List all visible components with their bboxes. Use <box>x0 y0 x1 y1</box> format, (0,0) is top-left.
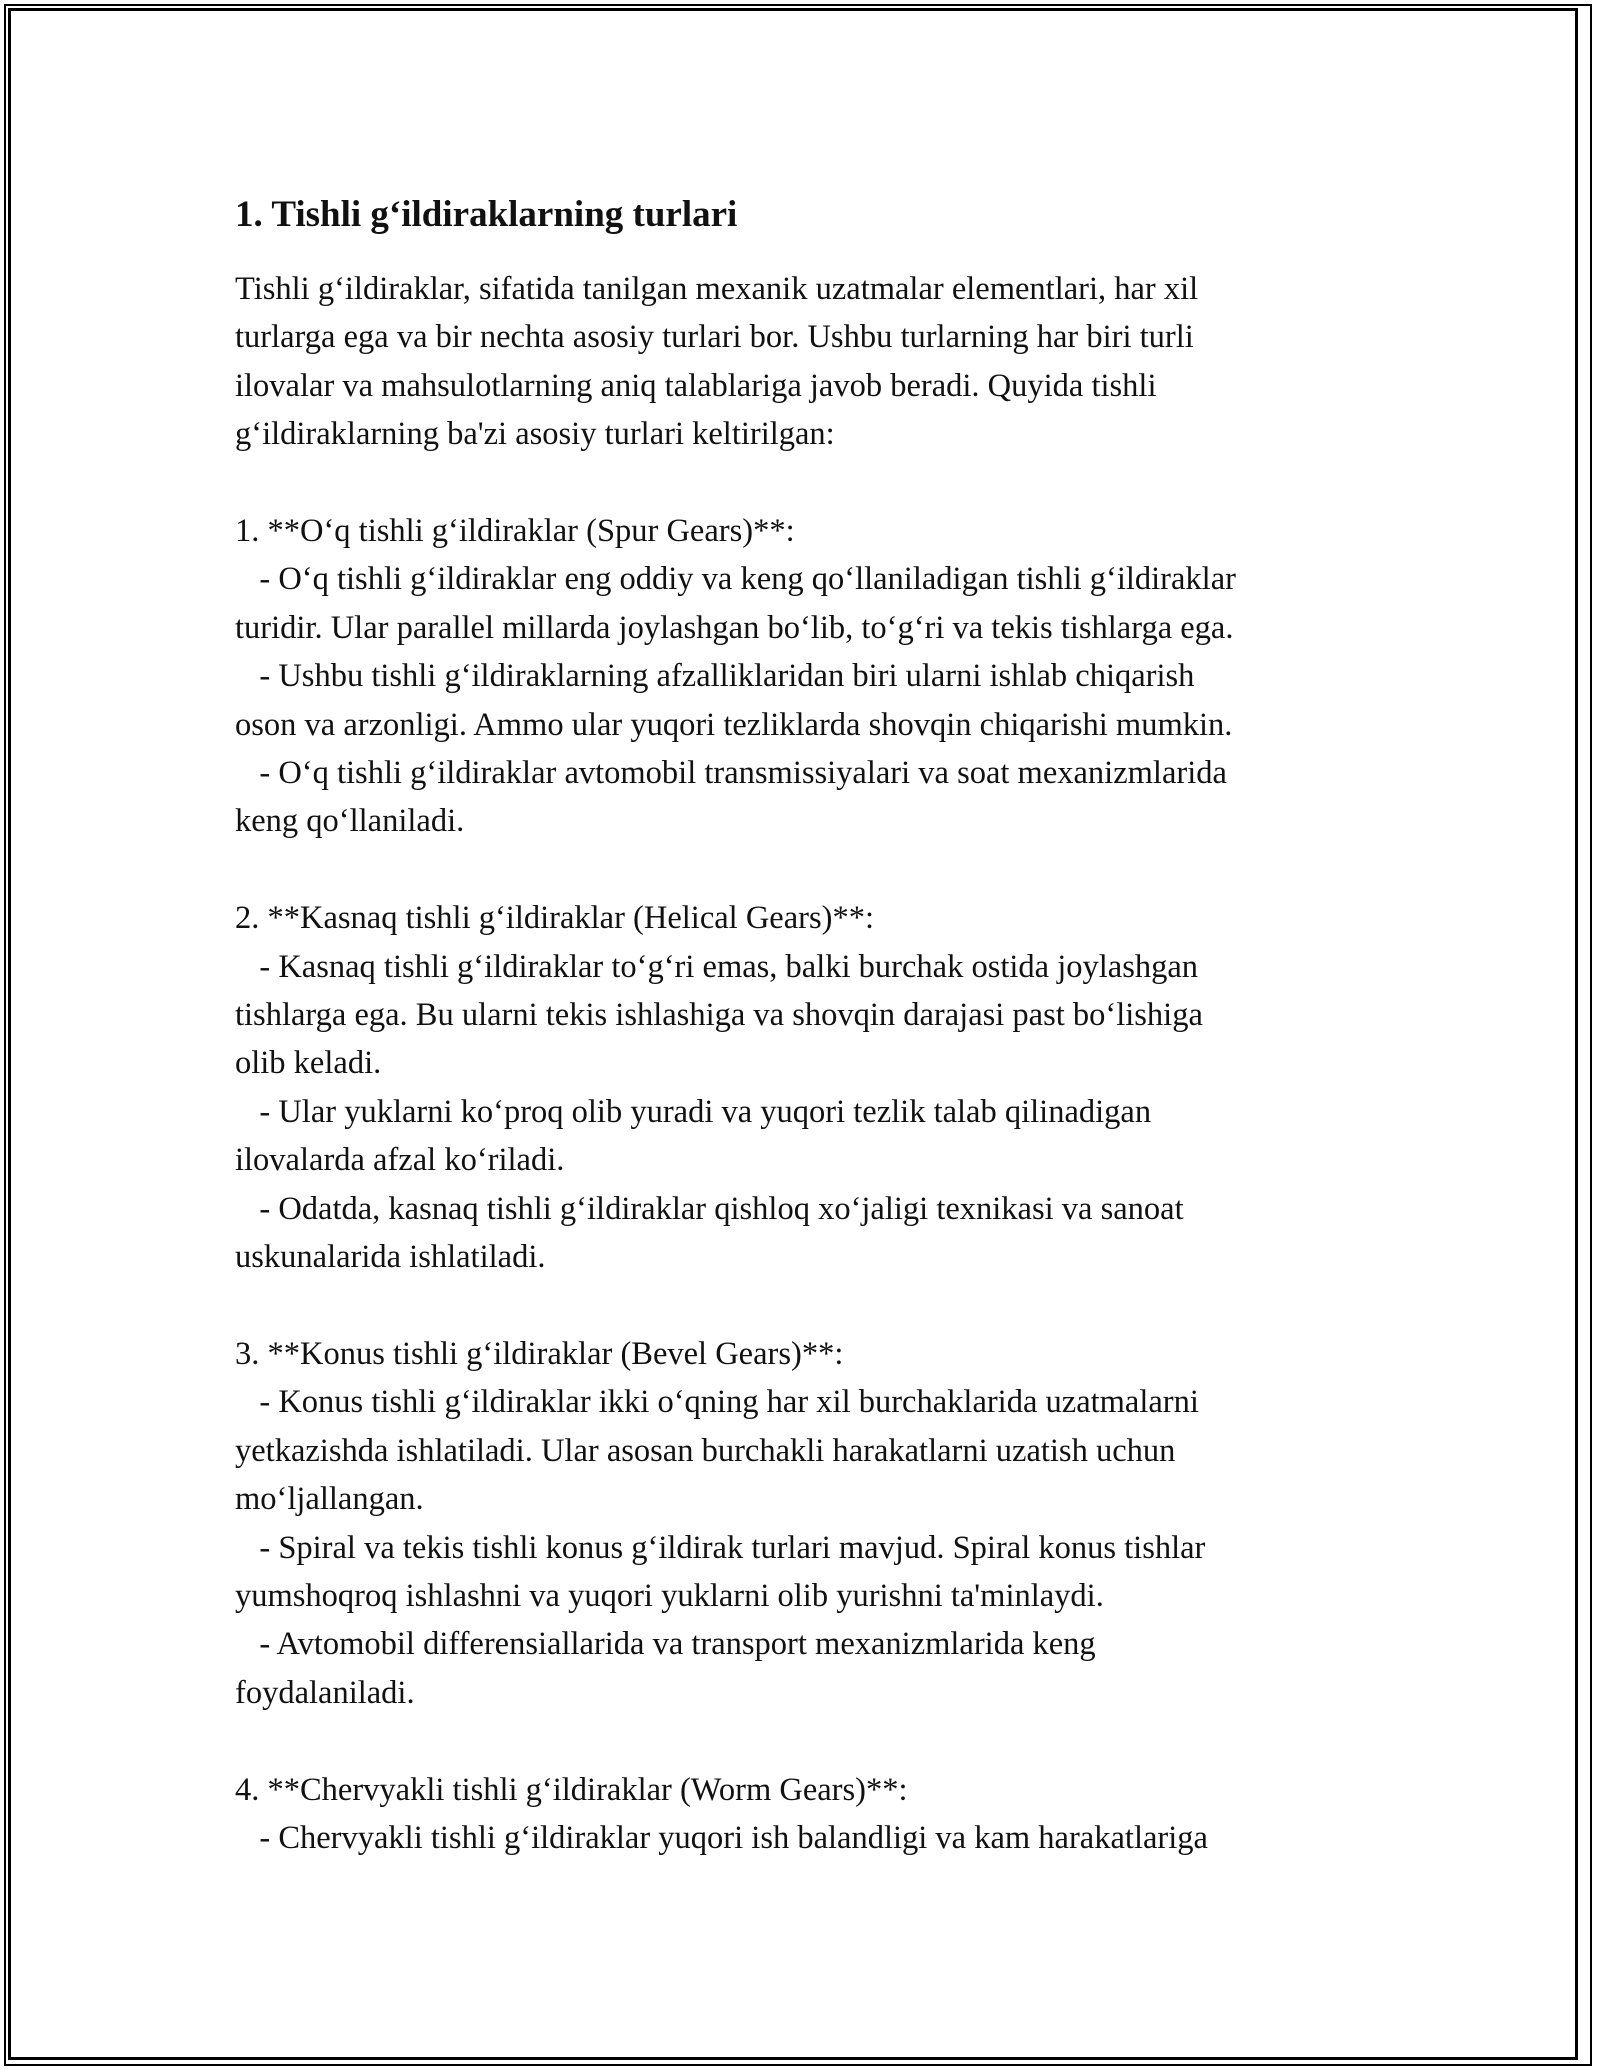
text-line: 1. **O‘q tishli g‘ildiraklar (Spur Gears)**: <box>235 513 795 550</box>
document-body <box>235 185 1395 1862</box>
text-line: - Kasnaq tishli g‘ildiraklar to‘g‘ri emas, balki burchak ostida joylashgan <box>235 948 1199 985</box>
text-line: - Chervyakli tishli g‘ildiraklar yuqori ish balandligi va kam harakatlariga <box>235 1819 1208 1856</box>
text-line: - O‘q tishli g‘ildiraklar eng oddiy va keng qo‘llaniladigan tishli g‘ildiraklar <box>235 561 1236 598</box>
text-line: tishlarga ega. Bu ularni tekis ishlashiga va shovqin darajasi past bo‘lishiga <box>235 997 1203 1034</box>
text-line: ilovalarda afzal ko‘riladi. <box>235 1142 565 1179</box>
text-line: g‘ildiraklarning ba'zi asosiy turlari keltirilgan: <box>235 416 835 453</box>
text-line: 3. **Konus tishli g‘ildiraklar (Bevel Gears)**: <box>235 1335 844 1372</box>
text-line: oson va arzonligi. Ammo ular yuqori tezliklarda shovqin chiqarishi mumkin. <box>235 706 1233 743</box>
text-line: - Odatda, kasnaq tishli g‘ildiraklar qishloq xo‘jaligi texnikasi va sanoat <box>235 1190 1184 1227</box>
text-line: olib keladi. <box>235 1045 382 1082</box>
text-line: - Spiral va tekis tishli konus g‘ildirak turlari mavjud. Spiral konus tishlar <box>235 1529 1206 1566</box>
text-line: keng qo‘llaniladi. <box>235 803 465 840</box>
blank-line <box>235 1717 1395 1765</box>
text-line: yetkazishda ishlatiladi. Ular asosan burchakli harakatlarni uzatish uchun <box>235 1432 1176 1469</box>
text-lines <box>235 265 1395 1862</box>
text-line: - Ushbu tishli g‘ildiraklarning afzalliklaridan biri ularni ishlab chiqarish <box>235 658 1195 695</box>
text-line: 2. **Kasnaq tishli g‘ildiraklar (Helical Gears)**: <box>235 900 874 937</box>
text-line: - Konus tishli g‘ildiraklar ikki o‘qning har xil burchaklarida uzatmalarni <box>235 1384 1199 1421</box>
text-line: Tishli g‘ildiraklar, sifatida tanilgan mexanik uzatmalar elementlari, har xil <box>235 271 1199 307</box>
text-line: yumshoqroq ishlashni va yuqori yuklarni olib yurishni ta'minlaydi. <box>235 1577 1104 1614</box>
text-line: mo‘ljallangan. <box>235 1481 424 1518</box>
text-line: foydalaniladi. <box>235 1674 415 1711</box>
text-line: - Ular yuklarni ko‘proq olib yuradi va yuqori tezlik talab qilinadigan <box>235 1093 1152 1130</box>
text-line: ilovalar va mahsulotlarning aniq talablariga javob beradi. Quyida tishli <box>235 367 1157 404</box>
text-line: turidir. Ular parallel millarda joylashgan bo‘lib, to‘g‘ri va tekis tishlarga ega. <box>235 609 1234 646</box>
text-line: - Avtomobil differensiallarida va transport mexanizmlarida keng <box>235 1626 1096 1663</box>
blank-line <box>235 1282 1395 1330</box>
page-title: 1. Tishli g‘ildiraklarning turlari <box>235 194 738 235</box>
text-line: uskunalarida ishlatiladi. <box>235 1239 546 1276</box>
blank-line <box>235 846 1395 894</box>
text-line: 4. **Chervyakli tishli g‘ildiraklar (Worm Gears)**: <box>235 1771 908 1808</box>
text-line: turlarga ega va bir nechta asosiy turlari bor. Ushbu turlarning har biri turli <box>235 319 1194 356</box>
blank-line <box>235 459 1395 507</box>
text-line: - O‘q tishli g‘ildiraklar avtomobil transmissiyalari va soat mexanizmlarida <box>235 755 1227 792</box>
